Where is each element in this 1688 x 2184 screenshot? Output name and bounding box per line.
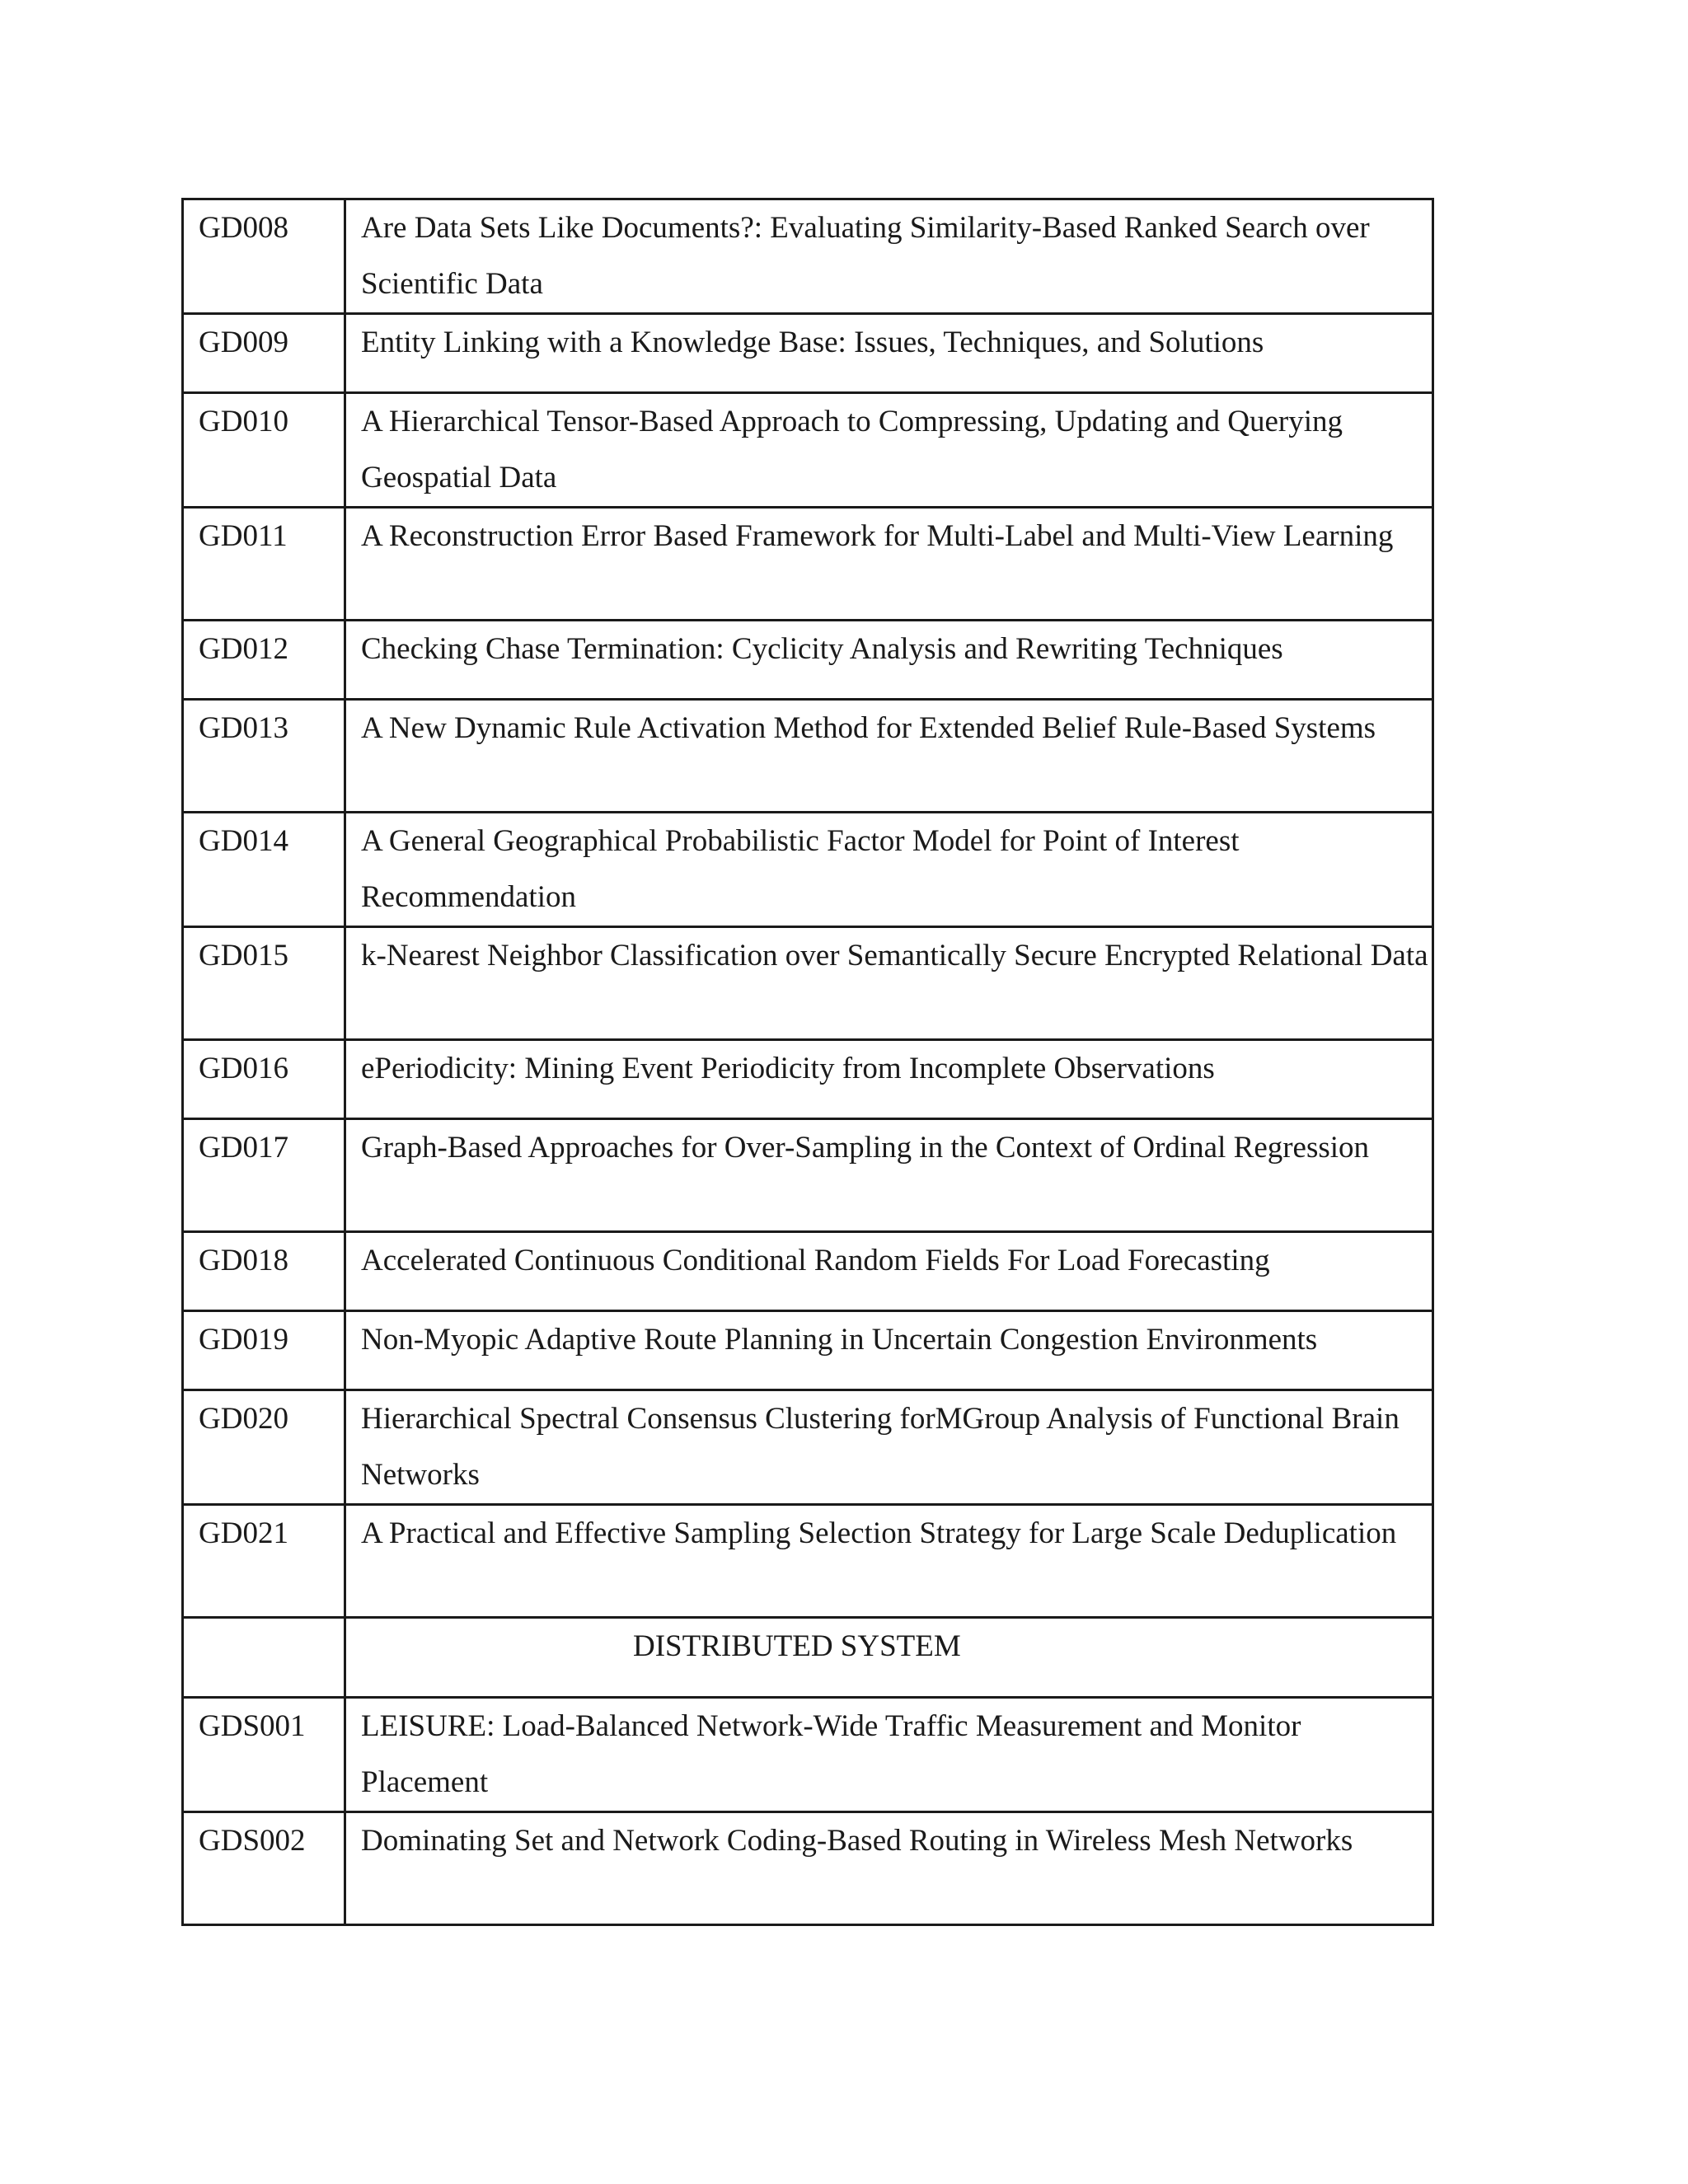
- row-code: GD018: [183, 1232, 345, 1311]
- table-row: [183, 1311, 1433, 1390]
- table-row: [183, 813, 1433, 927]
- table-row: [183, 700, 1433, 813]
- row-title: A New Dynamic Rule Activation Method for Extended Belief Rule-Based Systems: [345, 700, 1433, 813]
- row-title: ePeriodicity: Mining Event Periodicity from Incomplete Observations: [345, 1040, 1433, 1119]
- row-title: k-Nearest Neighbor Classification over Semantically Secure Encrypted Relational Data: [345, 927, 1433, 1040]
- table-row: [183, 1812, 1433, 1925]
- row-title: Non-Myopic Adaptive Route Planning in Uncertain Congestion Environments: [345, 1311, 1433, 1390]
- row-title: LEISURE: Load-Balanced Network-Wide Traffic Measurement and Monitor Placement: [345, 1698, 1433, 1812]
- table-row: [183, 1040, 1433, 1119]
- row-code: GDS001: [183, 1698, 345, 1812]
- row-title: Accelerated Continuous Conditional Random Fields For Load Forecasting: [345, 1232, 1433, 1311]
- row-code: GD012: [183, 621, 345, 700]
- row-code: GD013: [183, 700, 345, 813]
- row-code: GD016: [183, 1040, 345, 1119]
- row-code: GD009: [183, 314, 345, 393]
- row-title: Graph-Based Approaches for Over-Sampling in the Context of Ordinal Regression: [345, 1119, 1433, 1232]
- empty-code-cell: [183, 1618, 345, 1698]
- row-title: Dominating Set and Network Coding-Based Routing in Wireless Mesh Networks: [345, 1812, 1433, 1925]
- row-title: Hierarchical Spectral Consensus Clustering forMGroup Analysis of Functional Brain Networks: [345, 1390, 1433, 1505]
- row-code: GD014: [183, 813, 345, 927]
- table-row: [183, 1119, 1433, 1232]
- row-code: GD008: [183, 199, 345, 314]
- row-code: GD021: [183, 1505, 345, 1618]
- row-code: GD017: [183, 1119, 345, 1232]
- section-heading: DISTRIBUTED SYSTEM: [633, 1629, 961, 1663]
- row-title: Checking Chase Termination: Cyclicity Analysis and Rewriting Techniques: [345, 621, 1433, 700]
- row-code: GD011: [183, 508, 345, 621]
- table-row: [183, 621, 1433, 700]
- row-code: GD015: [183, 927, 345, 1040]
- row-code: GD020: [183, 1390, 345, 1505]
- table-row: [183, 508, 1433, 621]
- row-code: GD019: [183, 1311, 345, 1390]
- table-row: [183, 1698, 1433, 1812]
- row-code: GD010: [183, 393, 345, 508]
- row-title: A Practical and Effective Sampling Selection Strategy for Large Scale Deduplication: [345, 1505, 1433, 1618]
- table-row: [183, 393, 1433, 508]
- table-row: [183, 1232, 1433, 1311]
- table-row: [183, 1505, 1433, 1618]
- row-title: A Hierarchical Tensor-Based Approach to Compressing, Updating and Querying Geospatial Data: [345, 393, 1433, 508]
- table-row: [183, 314, 1433, 393]
- section-heading-cell: [345, 1618, 1433, 1698]
- row-title: Are Data Sets Like Documents?: Evaluating Similarity-Based Ranked Search over Scientific Data: [345, 199, 1433, 314]
- project-title-table: [181, 198, 1434, 1926]
- row-title: A General Geographical Probabilistic Factor Model for Point of Interest Recommendation: [345, 813, 1433, 927]
- row-title: Entity Linking with a Knowledge Base: Issues, Techniques, and Solutions: [345, 314, 1433, 393]
- section-heading-row: [183, 1618, 1433, 1698]
- table-row: [183, 927, 1433, 1040]
- table-row: [183, 199, 1433, 314]
- table-row: [183, 1390, 1433, 1505]
- row-title: A Reconstruction Error Based Framework for Multi-Label and Multi-View Learning: [345, 508, 1433, 621]
- row-code: GDS002: [183, 1812, 345, 1925]
